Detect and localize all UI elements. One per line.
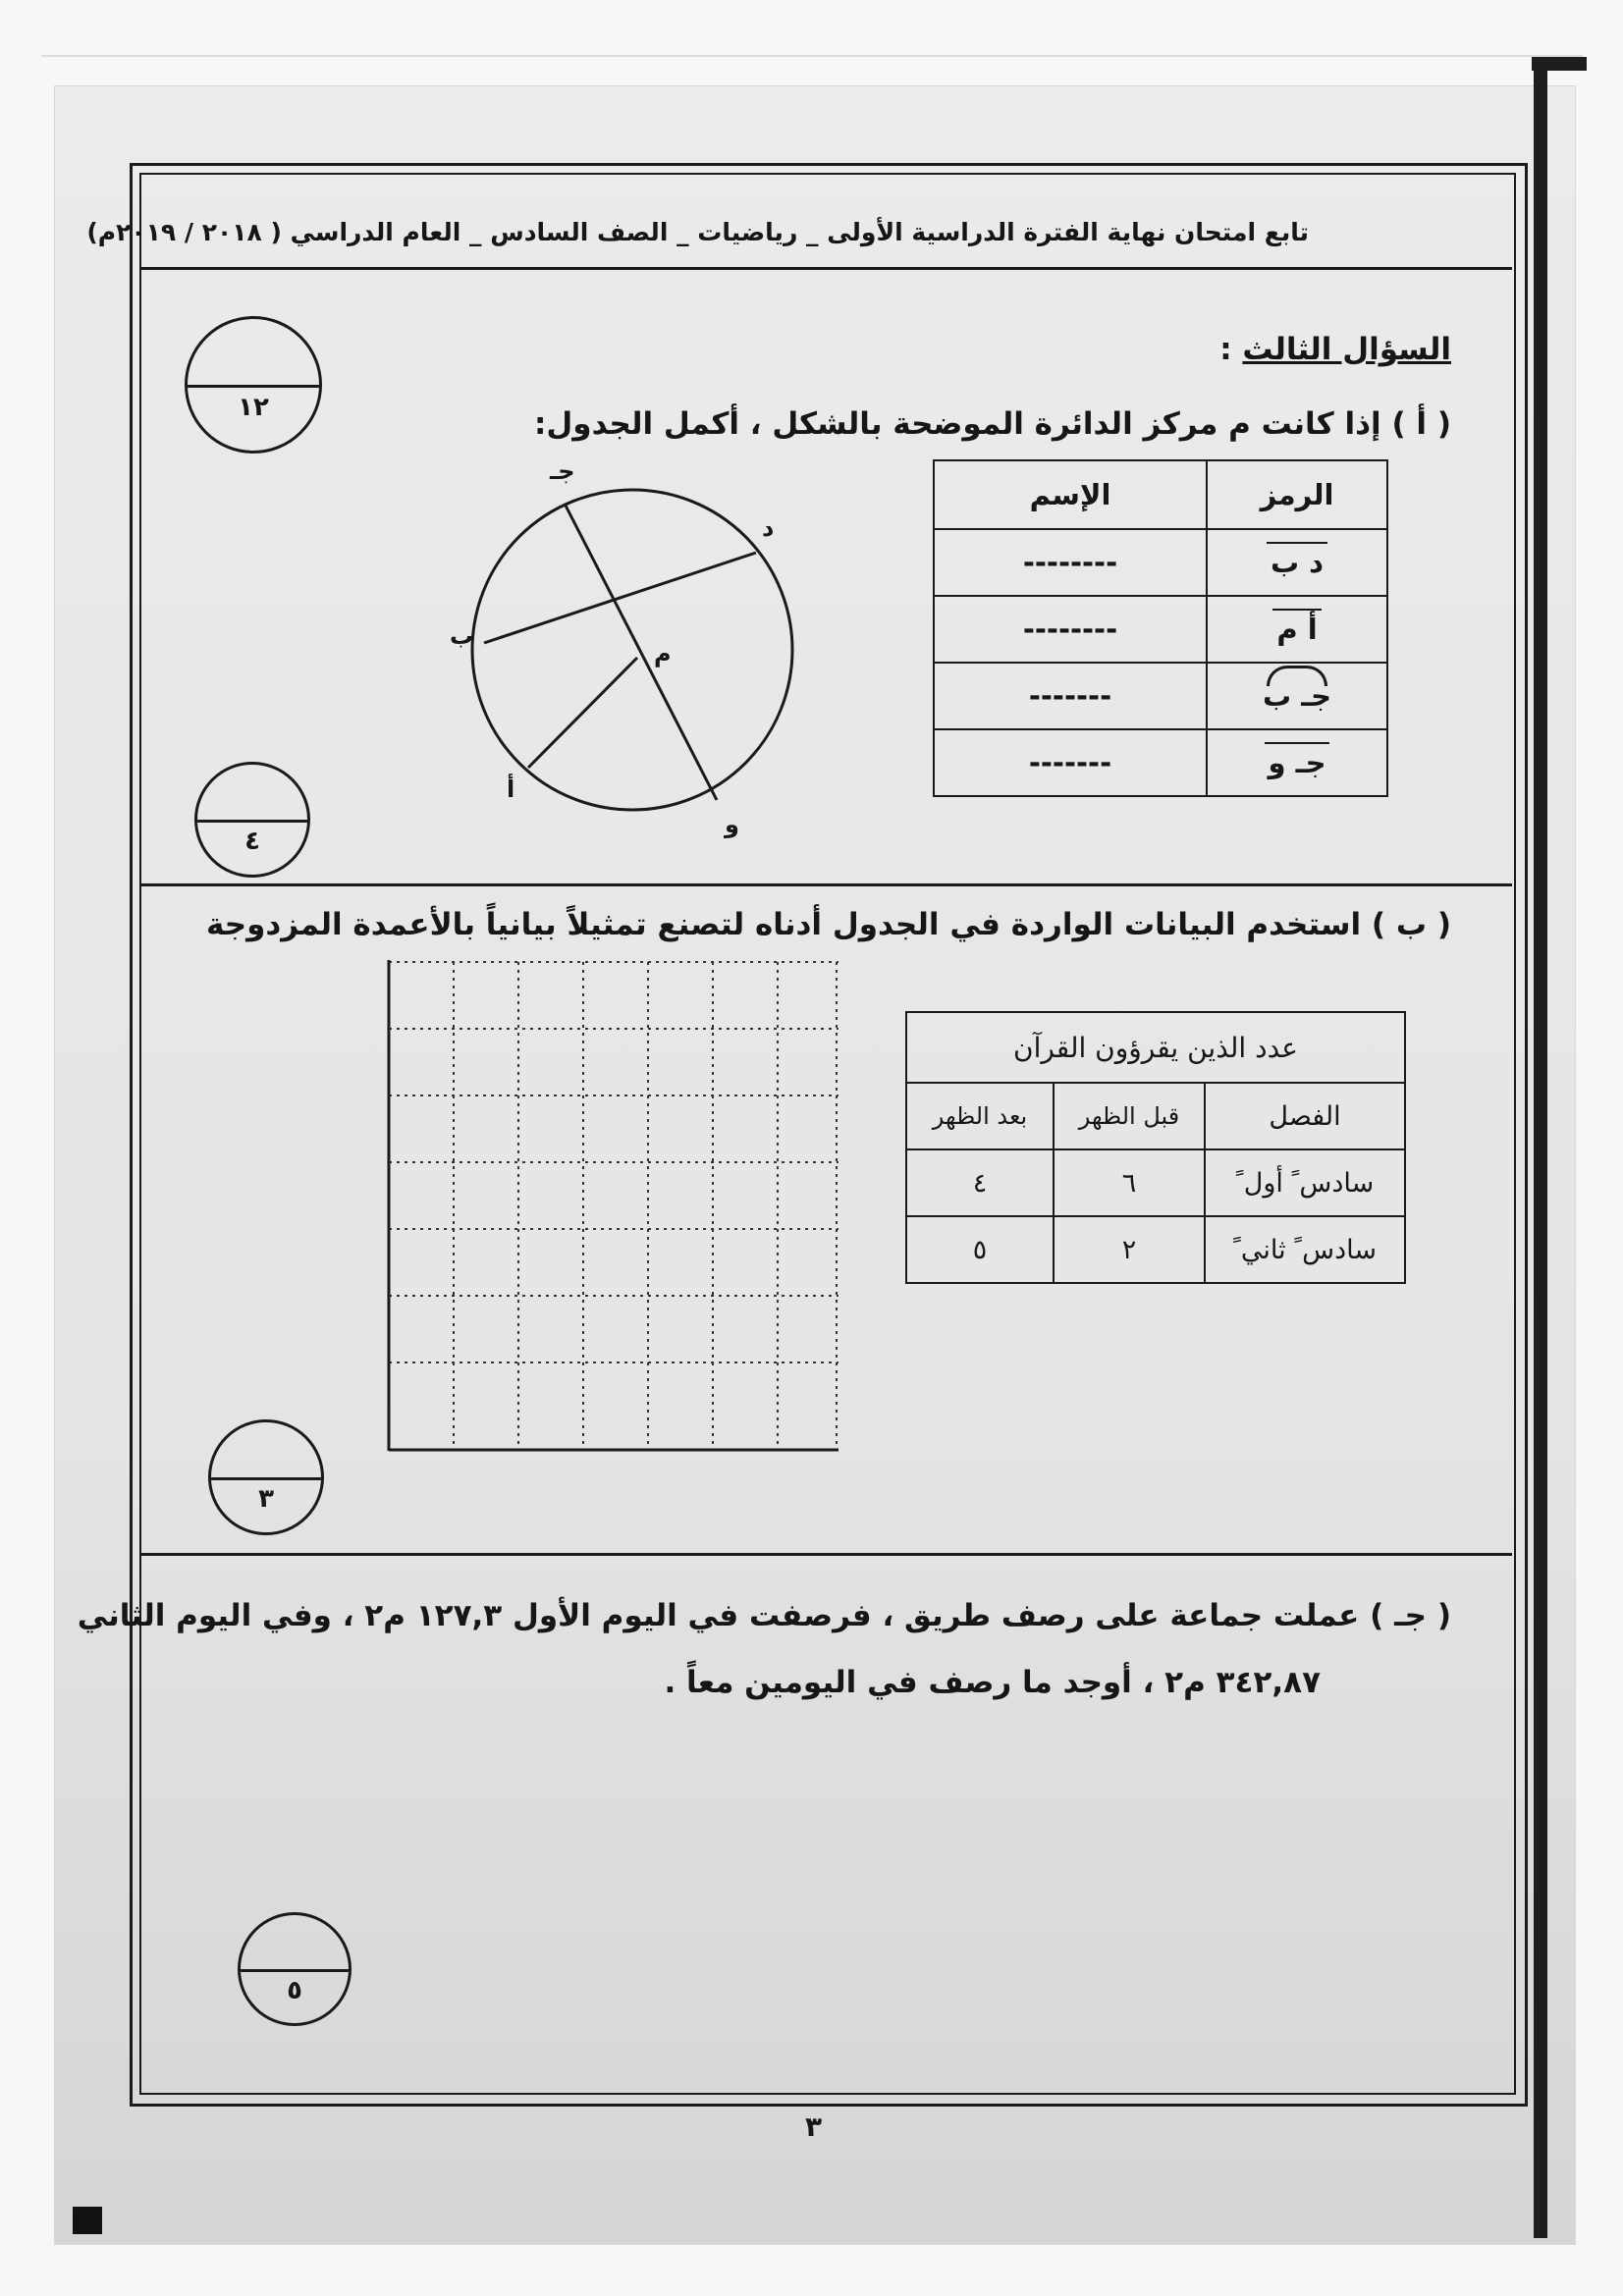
- symbol-segment: أ م: [1276, 613, 1317, 646]
- scan-corner-mark: [73, 2207, 102, 2234]
- part-c-line-2: ٣٤٢,٨٧ م٢ ، أوجد ما رصف في اليومين معاً .: [664, 1665, 1321, 1700]
- header-before-noon: قبل الظهر: [1054, 1083, 1205, 1149]
- answer-blank[interactable]: --------: [934, 596, 1207, 663]
- page-number: ٣: [805, 2110, 823, 2143]
- header-symbol: الرمز: [1207, 460, 1387, 529]
- question-title-text: السؤال الثالث: [1242, 332, 1451, 367]
- label-dal: د: [762, 514, 775, 542]
- table-row: [934, 596, 1387, 663]
- score-circle-part-a: [194, 762, 310, 878]
- answer-blank[interactable]: --------: [934, 529, 1207, 596]
- label-ba: ب: [450, 622, 474, 650]
- diameter-jeem-waw: [565, 504, 717, 800]
- table-row: [934, 663, 1387, 729]
- label-alif: أ: [507, 775, 515, 803]
- header-divider: [139, 267, 1512, 270]
- question-title: [1219, 332, 1451, 367]
- score-circle-total: [185, 316, 322, 454]
- table-title: عدد الذين يقرؤون القرآن: [906, 1012, 1405, 1083]
- table-row: [934, 529, 1387, 596]
- part-a-prompt: ( أ ) إذا كانت م مركز الدائرة الموضحة بالشكل ، أكمل الجدول:: [534, 406, 1451, 442]
- reading-data-table: [905, 1011, 1406, 1284]
- score-part-c: ٥: [287, 1975, 302, 2005]
- table-header-row: [934, 460, 1387, 529]
- binder-edge: [1534, 59, 1547, 2238]
- section-divider-a-b: [139, 883, 1512, 886]
- score-circle-part-c: [238, 1912, 352, 2026]
- score-part-a: ٤: [244, 826, 260, 856]
- symbol-segment: د ب: [1271, 546, 1324, 579]
- radius-meem-alif: [528, 658, 637, 768]
- symbol-segment: جـ و: [1269, 746, 1326, 779]
- score-part-b: ٣: [258, 1483, 274, 1514]
- cell-before-noon: ٦: [1054, 1149, 1205, 1216]
- table-row: [906, 1216, 1405, 1283]
- chord-ba-dal: [484, 553, 756, 643]
- label-jeem: جـ: [550, 457, 575, 485]
- symbols-table: [933, 459, 1388, 797]
- part-c-line-1: ( جـ ) عملت جماعة على رصف طريق ، فرصفت في اليوم الأول ١٢٧,٣ م٢ ، وفي اليوم الثاني: [77, 1598, 1451, 1633]
- section-divider-b-c: [139, 1553, 1512, 1556]
- answer-blank[interactable]: -------: [934, 663, 1207, 729]
- circle-outline: [472, 490, 792, 810]
- cell-after-noon: ٥: [906, 1216, 1054, 1283]
- header-after-noon: بعد الظهر: [906, 1083, 1054, 1149]
- part-b-prompt: ( ب ) استخدم البيانات الواردة في الجدول أدناه لتصنع تمثيلاً بيانياً بالأعمدة المزدوجة: [205, 907, 1451, 942]
- bar-graph-grid[interactable]: [385, 960, 839, 1453]
- binder-tab: [1532, 57, 1587, 71]
- cell-before-noon: ٢: [1054, 1216, 1205, 1283]
- cell-after-noon: ٤: [906, 1149, 1054, 1216]
- score-circle-part-b: [208, 1419, 324, 1535]
- question-title-colon: :: [1219, 332, 1243, 367]
- symbol-arc: جـ ب: [1263, 679, 1331, 713]
- label-waw: و: [725, 811, 739, 838]
- scan-top-edge: [41, 55, 1583, 57]
- table-row: [934, 729, 1387, 796]
- exam-header: تابع امتحان نهاية الفترة الدراسية الأولى _ رياضيات _ الصف السادس _ العام الدراسي ( ٢٠١٨ / ٢٠١٩م): [86, 218, 1309, 246]
- header-class: الفصل: [1205, 1083, 1405, 1149]
- score-total: ١٢: [238, 393, 269, 423]
- cell-class: سادس ً أول ً: [1205, 1149, 1405, 1216]
- header-name: الإسم: [934, 460, 1207, 529]
- table-header-row: [906, 1083, 1405, 1149]
- cell-class: سادس ً ثاني ً: [1205, 1216, 1405, 1283]
- table-row: [906, 1149, 1405, 1216]
- answer-blank[interactable]: -------: [934, 729, 1207, 796]
- label-meem: م: [654, 640, 672, 667]
